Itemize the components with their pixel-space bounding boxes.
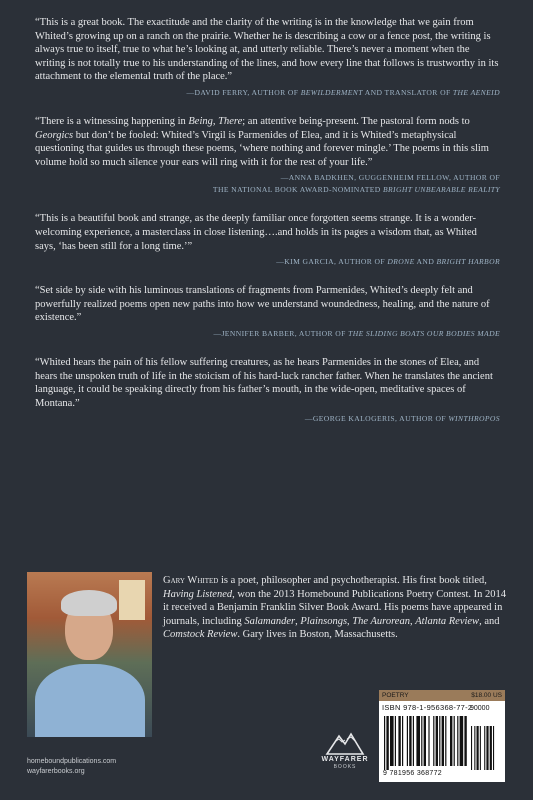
barcode-bar [402, 716, 403, 766]
barcode-bar [450, 716, 452, 766]
book-price: $18.00 [471, 692, 492, 699]
blurb-attribution: —ANNA BADKHEN, GUGGENHEIM FELLOW, AUTHOR OF THE NATIONAL BOOK AWARD-NOMINATED BRIGHT UNBEARABLE REALITY [212, 173, 500, 195]
barcode-bar [477, 726, 479, 770]
publisher-logo [317, 730, 373, 782]
ean-digits: 9 781956 368772 [383, 770, 442, 777]
barcode-bar [460, 716, 464, 766]
publisher-site-link[interactable]: wayfarerbooks.org [27, 768, 85, 775]
blurb-attribution: —KIM GARCIA, AUTHOR OF DRONE AND BRIGHT HARBOR [276, 257, 500, 267]
author-name: Gary Whited [163, 575, 219, 586]
barcode-bar [407, 716, 408, 766]
blurb-attribution: —JENNIFER BARBER, AUTHOR OF THE SLIDING BOATS OUR BODIES MADE [213, 328, 500, 338]
barcode-bar [486, 726, 488, 770]
barcode-bar [490, 726, 492, 770]
barcode-addon: 90000 [470, 705, 490, 712]
barcode-bar [493, 726, 494, 770]
barcode-bar [421, 716, 422, 766]
publisher-links [27, 757, 116, 777]
book-category: POETRY [382, 692, 409, 699]
barcode-bar [424, 716, 426, 766]
blurbs-section [35, 16, 500, 441]
barcode-bar [386, 716, 388, 770]
barcode-bar [395, 716, 396, 766]
barcode-bar [409, 716, 411, 766]
barcode-bar [457, 716, 458, 766]
blurb-attribution: —DAVID FERRY, AUTHOR OF BEWILDERMENT AND TRANSLATOR OF THE AENEID [186, 87, 500, 97]
barcode-bar [464, 716, 466, 766]
blurb-quote: “This is a beautiful book and strange, as the deeply familiar once forgotten seems strange. It is a wonder-welcoming experience, a masterclass in close listening….and holds in its pages a wisdom that, as Whited says, ‘has been still for a long time.’” [35, 213, 477, 252]
barcode-bar [390, 716, 394, 766]
barcode-bar [471, 726, 472, 770]
mountain-icon [325, 730, 365, 756]
barcode-bar [480, 726, 481, 770]
blurb-quote: “There is a witnessing happening in Being, There; an attentive being-present. The pastoral form nods to Georgics but don’t be fooled: Whited’s Virgil is Parmenides of Elea, and it is Whited’s metaphysical questioning that guides us through these poems, ‘where nothing and forever mingle.’ The poems in this slim volume hold so much silence your ears will ring with it for the rest of your life.” [35, 115, 489, 168]
barcode-bar [439, 716, 440, 766]
price-currency: US [492, 692, 502, 699]
barcode-bar [428, 716, 429, 766]
author-bio: Gary Whited is a poet, philosopher and psychotherapist. His first book titled, Having Listened, won the 2013 Homebound Publications Poetry Contest. In 2014 it received a Benjamin Franklin Silver Book Award. His poems have appeared in journals, including Salamander, Plainsongs, The Aurorean, Atlanta Review, and Comstock Review. Gary lives in Boston, Massachusetts. [163, 575, 506, 641]
barcode-bar [413, 716, 414, 766]
barcode-bar [442, 716, 444, 766]
blurb-barber [35, 284, 500, 340]
barcode-bar [433, 716, 434, 766]
barcode-bar [398, 716, 400, 766]
barcode-bar [474, 726, 475, 770]
isbn-text: ISBN 978-1-956368-77-2 [382, 703, 473, 712]
publisher-site-link[interactable]: homeboundpublications.com [27, 758, 117, 765]
barcode-bar [454, 716, 455, 766]
author-photo [27, 572, 152, 737]
blurb-badkhen [35, 115, 500, 196]
blurb-quote: “Set side by side with his luminous translations of fragments from Parmenides, Whited’s deeply felt and powerfully realized poems open new paths into how we understand woundedness, healing, and the nature of existence.” [35, 285, 490, 324]
logo-sub: BOOKS [333, 764, 357, 770]
blurb-garcia [35, 212, 500, 268]
barcode-band [379, 690, 505, 701]
blurb-attribution: —GEORGE KALOGERIS, AUTHOR OF WINTHROPOS [304, 414, 500, 424]
barcode-bars [383, 716, 501, 770]
logo-name: WAYFARER [321, 756, 369, 763]
barcode-bar [416, 716, 420, 766]
blurb-quote: “Whited hears the pain of his fellow suffering creatures, as he hears Parmenides in the stones of Elea, and hears the unspoken truth of life in the stoicism of his hard-luck rancher father. When he translates the ancient language, it could be speaking directly from his father’s mouth, in the wide-open, meditative spaces of Montana.” [35, 356, 493, 409]
barcode-bar [436, 716, 438, 766]
blurb-kalogeris [35, 356, 500, 425]
barcode-bar [384, 716, 385, 770]
barcode-bar [445, 716, 446, 766]
barcode-bar [484, 726, 485, 770]
blurb-ferry [35, 16, 500, 99]
isbn-barcode [379, 690, 505, 782]
blurb-quote: “This is a great book. The exactitude and the clarity of the writing is in the knowledge that we gain from Whited’s growing up on a ranch on the prairie. Whether he is describing a cow or a fence post, the writing is always true to itself, true to what he’s looking at, and utterly reliable. There’s never a moment when the writing is not totally true to his understanding of the lines, and how every line that follows is trustworthy in its attachment to the elemental truth of the place.” [35, 17, 499, 83]
